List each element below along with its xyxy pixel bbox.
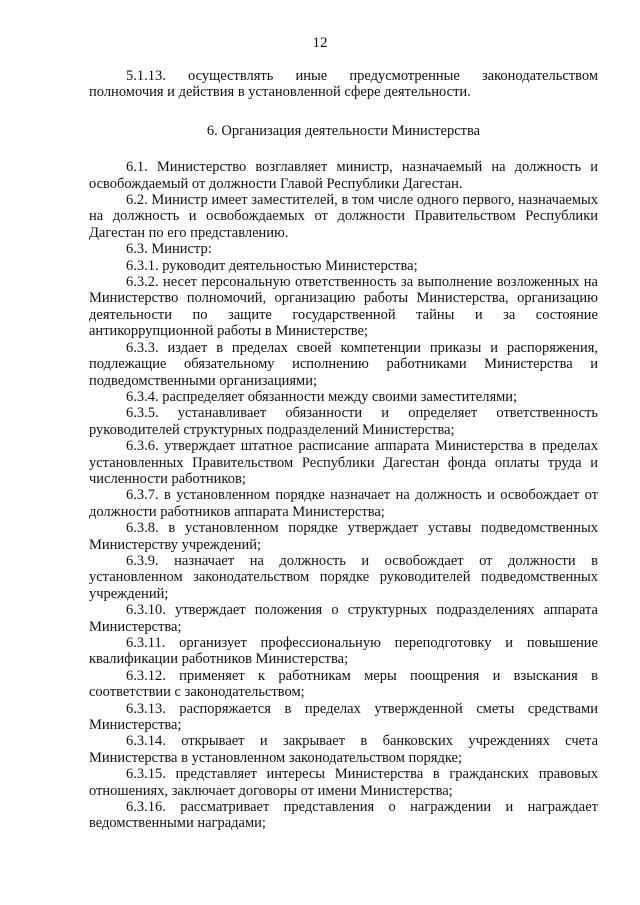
clause-6-3-16: 6.3.16. рассматривает представления о награждении и награждает ведомственными наградами;	[89, 799, 598, 832]
clause-6-3-7: 6.3.7. в установленном порядке назначает на должность и освобождает от должности работников аппарата Министерства;	[89, 487, 598, 520]
clause-6-3-6: 6.3.6. утверждает штатное расписание аппарата Министерства в пределах установленных Правительством Республики Дагестан фонда оплаты труда и численности работников;	[89, 438, 598, 487]
clause-6-3-15: 6.3.15. представляет интересы Министерства в гражданских правовых отношениях, заключает договоры от имени Министерства;	[89, 766, 598, 799]
clause-6-1: 6.1. Министерство возглавляет министр, назначаемый на должность и освобождаемый от должности Главой Республики Дагестан.	[89, 159, 598, 192]
clause-6-3-14: 6.3.14. открывает и закрывает в банковских учреждениях счета Министерства в установленном законодательством порядке;	[89, 733, 598, 766]
clause-6-3-8: 6.3.8. в установленном порядке утверждает уставы подведомственных Министерству учреждений;	[89, 520, 598, 553]
page-number: 12	[312, 35, 328, 51]
clause-6-3-12: 6.3.12. применяет к работникам меры поощрения и взыскания в соответствии с законодательством;	[89, 667, 598, 701]
clause-6-3-1: 6.3.1. руководит деятельностью Министерства;	[126, 257, 418, 274]
clause-6-3-2: 6.3.2. несет персональную ответственность за выполнение возложенных на Министерство полномочий, организацию работы Министерства, организацию деятельности по защите государственной тайны и за состояние антикоррупционной работы в Министерстве;	[89, 274, 598, 340]
clause-6-3-10: 6.3.10. утверждает положения о структурных подразделениях аппарата Министерства;	[89, 602, 598, 635]
clause-6-3-9: 6.3.9. назначает на должность и освобождает от должности в установленном законодательством порядке руководителей подведомственных учреждений;	[89, 552, 598, 602]
section-heading: 6. Организация деятельности Министерства	[206, 122, 481, 139]
clause-6-3-13: 6.3.13. распоряжается в пределах утвержденной сметы средствами Министерства;	[89, 700, 598, 734]
clause-5-1-13: 5.1.13. осуществлять иные предусмотренные законодательством полномочия и действия в установленной сфере деятельности.	[89, 68, 598, 101]
clause-6-3-3: 6.3.3. издает в пределах своей компетенции приказы и распоряжения, подлежащие обязательному исполнению работниками Министерства и подведомственными организациями;	[89, 339, 598, 389]
document-body	[89, 68, 598, 832]
clause-6-3-11: 6.3.11. организует профессиональную переподготовку и повышение квалификации работников Министерства;	[89, 635, 598, 668]
clause-6-3-4: 6.3.4. распределяет обязанности между своими заместителями;	[126, 388, 518, 405]
clause-6-3-5: 6.3.5. устанавливает обязанности и определяет ответственность руководителей структурных подразделений Министерства;	[89, 405, 598, 438]
clause-6-3: 6.3. Министр:	[126, 241, 212, 258]
clause-6-2: 6.2. Министр имеет заместителей, в том числе одного первого, назначаемых на должность и освобождаемых от должности Правительством Республики Дагестан по его представлению.	[89, 192, 598, 241]
